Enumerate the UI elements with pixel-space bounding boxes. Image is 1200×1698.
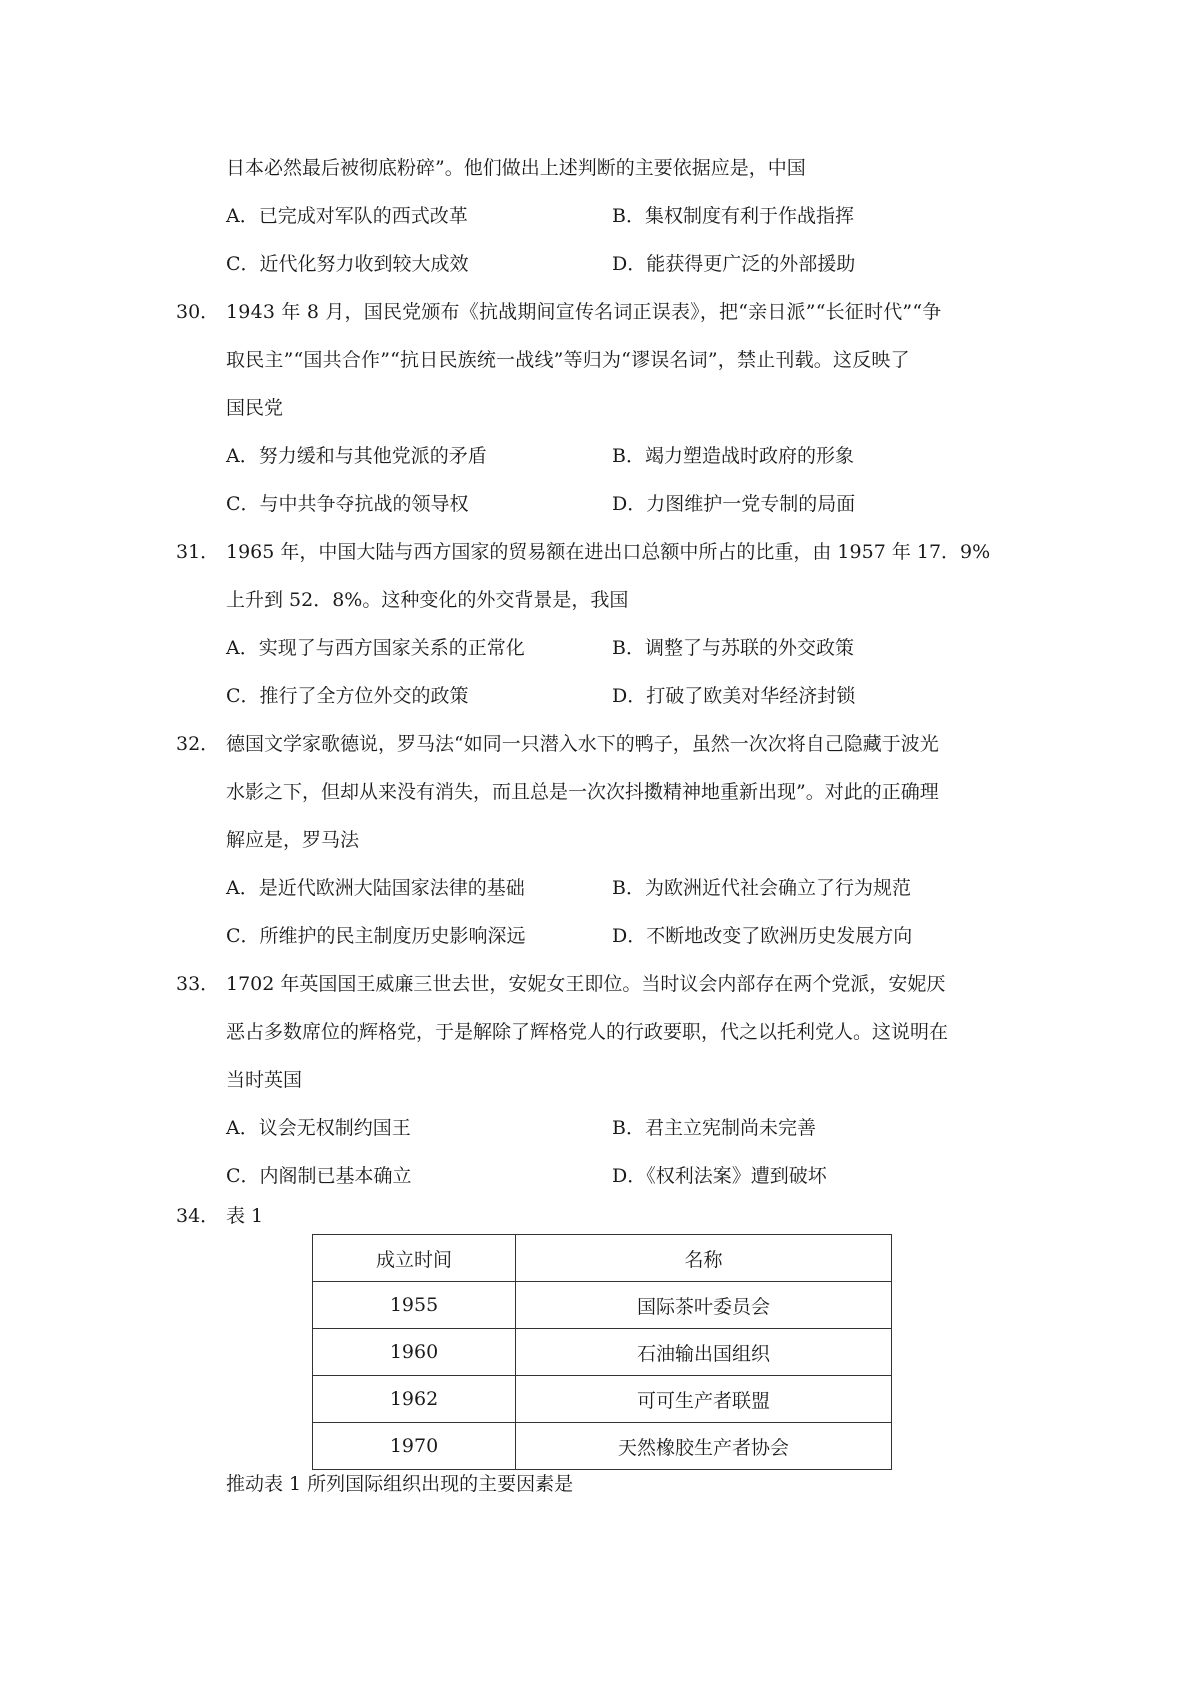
header-founded: 成立时间 xyxy=(313,1235,516,1282)
q32-line-3: 解应是，罗马法 xyxy=(226,829,360,851)
option-text: 集权制度有利于作战指挥 xyxy=(644,205,854,227)
q31-option-b xyxy=(612,636,854,660)
q30-option-c xyxy=(226,492,469,516)
option-text: 打破了欧美对华经济封锁 xyxy=(646,685,856,707)
cell-name: 天然橡胶生产者协会 xyxy=(516,1423,892,1470)
q33-line-1: 1702 年英国国王威廉三世去世，安妮女王即位。当时议会内部存在两个党派，安妮厌 xyxy=(226,973,946,995)
option-text: 调整了与苏联的外交政策 xyxy=(644,637,854,659)
q34-caption: 表 1 xyxy=(226,1205,264,1227)
q33-number: 33． xyxy=(176,973,220,995)
option-text: 近代化努力收到较大成效 xyxy=(259,253,469,275)
q29-option-c xyxy=(226,252,469,276)
header-name: 名称 xyxy=(516,1235,892,1282)
q29-option-a xyxy=(226,204,468,228)
option-text: 君主立宪制尚未完善 xyxy=(644,1117,816,1139)
option-label: D． xyxy=(612,253,647,275)
q32-line-1: 德国文学家歌德说，罗马法“如同一只潜入水下的鸭子，虽然一次次将自己隐藏于波光 xyxy=(226,733,939,755)
option-label: A． xyxy=(226,1117,259,1139)
q30-line-2: 取民主”“国共合作”“抗日民族统一战线”等归为“谬误名词”，禁止刊载。这反映了 xyxy=(226,349,910,371)
q32-line-2: 水影之下，但却从来没有消失，而且总是一次次抖擞精神地重新出现”。对此的正确理 xyxy=(226,781,939,803)
option-label: B． xyxy=(612,1117,645,1139)
q32-option-d xyxy=(612,924,912,948)
option-text: 力图维护一党专制的局面 xyxy=(646,493,856,515)
q32-number: 32． xyxy=(176,733,220,755)
option-label: C． xyxy=(226,493,260,515)
option-label: D． xyxy=(612,493,647,515)
q33-option-d xyxy=(612,1164,827,1188)
option-label: A． xyxy=(226,445,259,467)
option-text: 实现了与西方国家关系的正常化 xyxy=(258,637,525,659)
option-label: D． xyxy=(612,925,647,947)
q30-number: 30． xyxy=(176,301,220,323)
q30-line-1: 1943 年 8 月，国民党颁布《抗战期间宣传名词正误表》，把“亲日派”“长征时代”“争 xyxy=(226,301,942,323)
option-label: D． xyxy=(612,685,647,707)
table-header-row xyxy=(313,1235,892,1282)
option-label: C． xyxy=(226,1165,260,1187)
option-label: B． xyxy=(612,877,645,899)
option-label: B． xyxy=(612,205,645,227)
option-label: C． xyxy=(226,925,260,947)
option-label: C． xyxy=(226,685,260,707)
option-text: 为欧洲近代社会确立了行为规范 xyxy=(644,877,911,899)
option-text: 努力缓和与其他党派的矛盾 xyxy=(258,445,487,467)
option-label: C． xyxy=(226,253,260,275)
cell-name: 可可生产者联盟 xyxy=(516,1376,892,1423)
q29-option-d xyxy=(612,252,855,276)
q33-option-b xyxy=(612,1116,816,1140)
option-text: 推行了全方位外交的政策 xyxy=(259,685,469,707)
option-label: B． xyxy=(612,637,645,659)
q30-line-3: 国民党 xyxy=(226,397,284,419)
option-label: D． xyxy=(612,1165,647,1187)
cell-year: 1955 xyxy=(313,1282,516,1329)
table-row xyxy=(313,1329,892,1376)
q31-option-d xyxy=(612,684,855,708)
q30-option-a xyxy=(226,444,487,468)
q29-option-b xyxy=(612,204,854,228)
cell-year: 1960 xyxy=(313,1329,516,1376)
option-text: 能获得更广泛的外部援助 xyxy=(646,253,856,275)
q31-number: 31． xyxy=(176,541,220,563)
q30-option-d xyxy=(612,492,855,516)
option-text: 竭力塑造战时政府的形象 xyxy=(644,445,854,467)
q33-line-2: 恶占多数席位的辉格党，于是解除了辉格党人的行政要职，代之以托利党人。这说明在 xyxy=(226,1021,949,1043)
cell-name: 石油输出国组织 xyxy=(516,1329,892,1376)
option-text: 所维护的民主制度历史影响深远 xyxy=(259,925,526,947)
option-text: 是近代欧洲大陆国家法律的基础 xyxy=(258,877,525,899)
option-text: 内阁制已基本确立 xyxy=(259,1165,412,1187)
cell-year: 1970 xyxy=(313,1423,516,1470)
q34-question: 推动表 1 所列国际组织出现的主要因素是 xyxy=(226,1473,574,1495)
q33-line-3: 当时英国 xyxy=(226,1069,303,1091)
q31-line-2: 上升到 52．8%。这种变化的外交背景是，我国 xyxy=(226,589,629,611)
q33-option-a xyxy=(226,1116,411,1140)
option-text: 与中共争夺抗战的领导权 xyxy=(259,493,469,515)
q30-option-b xyxy=(612,444,854,468)
table-row xyxy=(313,1282,892,1329)
option-text: 议会无权制约国王 xyxy=(258,1117,411,1139)
q31-option-a xyxy=(226,636,525,660)
option-text: 已完成对军队的西式改革 xyxy=(258,205,468,227)
q31-line-1: 1965 年，中国大陆与西方国家的贸易额在进出口总额中所占的比重，由 1957 年 17．9% xyxy=(226,541,991,563)
table-1 xyxy=(312,1234,892,1470)
option-text: 不断地改变了欧洲历史发展方向 xyxy=(646,925,913,947)
option-label: A． xyxy=(226,877,259,899)
table-row xyxy=(313,1423,892,1470)
table-row xyxy=(313,1376,892,1423)
q29-stem-tail: 日本必然最后被彻底粉碎”。他们做出上述判断的主要依据应是，中国 xyxy=(226,157,806,179)
q32-option-b xyxy=(612,876,911,900)
option-label: B． xyxy=(612,445,645,467)
q33-option-c xyxy=(226,1164,412,1188)
q32-option-a xyxy=(226,876,525,900)
cell-name: 国际茶叶委员会 xyxy=(516,1282,892,1329)
cell-year: 1962 xyxy=(313,1376,516,1423)
option-label: A． xyxy=(226,637,259,659)
q34-number: 34． xyxy=(176,1205,220,1227)
q31-option-c xyxy=(226,684,469,708)
option-label: A． xyxy=(226,205,259,227)
option-text: 《权利法案》遭到破坏 xyxy=(646,1165,827,1187)
q32-option-c xyxy=(226,924,526,948)
